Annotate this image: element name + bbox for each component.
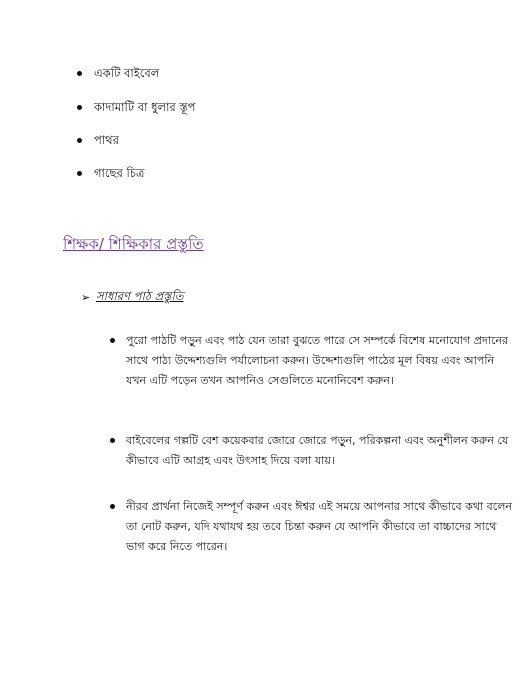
list-item-text: কাদামাটি বা ধুলার স্তূপ [94,100,196,114]
list-item [0,96,532,118]
list-item-text: গাছের চিত্র [94,166,145,180]
bullet-icon [77,171,82,176]
subsection-heading: সাধারণ পাঠ প্রস্তুতি [96,289,184,303]
bullet-icon [110,504,115,509]
list-item-text: একটি বাইবেল [94,66,160,80]
bullet-icon [77,138,82,143]
arrow-bullet-icon: ➢ [81,291,91,304]
bullet-icon [110,338,115,343]
paragraph-text: বাইবেলের গল্পটি বেশ কয়েকবার জোরে জোরে পড়ুন, পরিকল্পনা এবং অনুশীলন করুন যে কীভাবে এটি আগ্রহ এবং উৎসাহ দিয়ে বলা যায়। [126,434,509,467]
list-item [0,129,532,151]
paragraph-text: নীরব প্রার্থনা নিজেই সম্পূর্ণ করুন এবং ঈশ্বর এই সময়ে আপনার সাথে কীভাবে কথা বলেন তা নোট করুন, যদি যথাযথ হয় তবে চিন্তা করুন যে আপনি কীভাবে তা বাচ্চাদের সাথে ভাগ করে নিতে পারেন। [126,500,512,553]
list-item-text: পাথর [94,133,119,147]
bullet-icon [110,438,115,443]
section-heading: শিক্ষক/ শিক্ষিকার প্রস্তুতি [63,235,204,253]
paragraph-text: পুরো পাঠটি পড়ুন এবং পাঠ যেন তারা বুঝতে পারে সে সম্পর্কে বিশেষ মনোযোগ প্রদানের সাথে পাঠ্য উদ্দেশ্যগুলি পর্যালোচনা করুন। উদ্দেশ্যগুলি পাঠের মূল বিষয় এবং আপনি যখন এটি পড়েন তখন আপনিও সেগুলিতে মনোনিবেশ করুন। [126,334,508,387]
bullet-icon [77,71,82,76]
list-item [0,162,532,184]
bullet-icon [77,105,82,110]
list-item [0,62,532,84]
